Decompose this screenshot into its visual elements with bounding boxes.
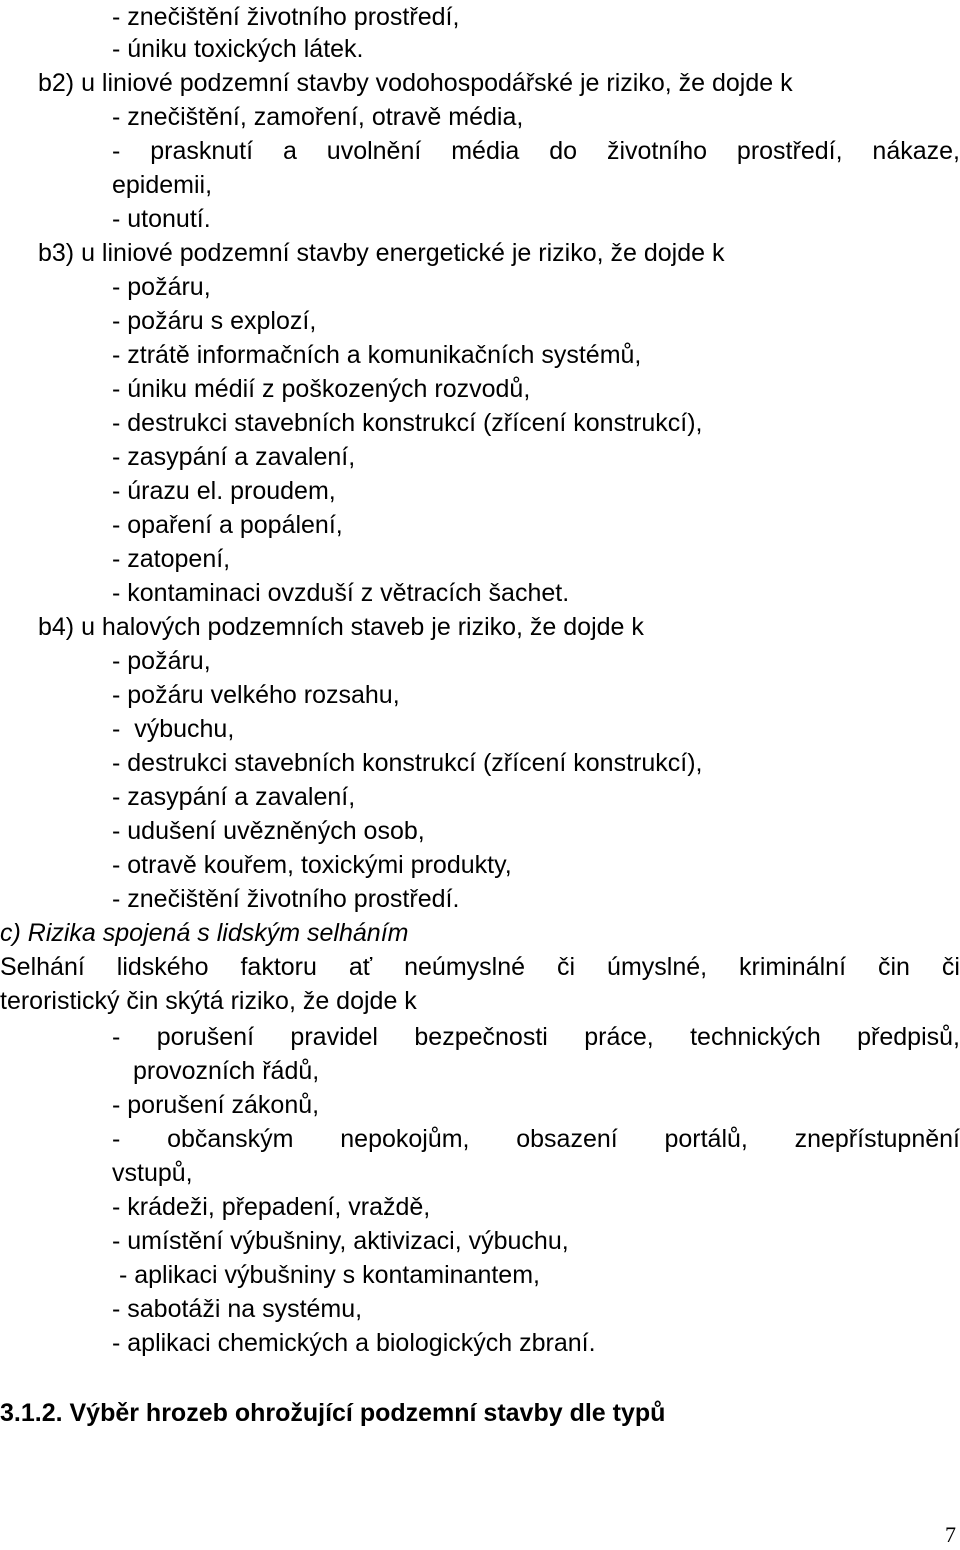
- list-item: - umístění výbušniny, aktivizaci, výbuchu,: [112, 1227, 569, 1255]
- list-item: - zatopení,: [112, 545, 231, 573]
- list-item: - opaření a popálení,: [112, 511, 343, 539]
- list-item: - utonutí.: [112, 205, 211, 233]
- paragraph-line: teroristický čin skýtá riziko, že dojde k: [0, 987, 417, 1015]
- list-item: - udušení uvězněných osob,: [112, 817, 425, 845]
- list-item-continuation: provozních řádů,: [133, 1057, 320, 1085]
- list-item-continuation: vstupů,: [112, 1159, 193, 1187]
- list-item: - úniku médií z poškozených rozvodů,: [112, 375, 531, 403]
- list-item: - výbuchu,: [112, 715, 235, 743]
- list-item: - zasypání a zavalení,: [112, 443, 356, 471]
- list-item: - kontaminaci ovzduší z větracích šachet.: [112, 579, 570, 607]
- list-item: - porušení pravidel bezpečnosti práce, technických předpisů,: [112, 1023, 960, 1051]
- list-item: - krádeži, přepadení, vraždě,: [112, 1193, 431, 1221]
- list-item: - občanským nepokojům, obsazení portálů, znepřístupnění: [112, 1125, 960, 1153]
- list-item: - úrazu el. proudem,: [112, 477, 336, 505]
- section-heading-italic: c) Rizika spojená s lidským selháním: [0, 919, 409, 947]
- list-item: - sabotáži na systému,: [112, 1295, 363, 1323]
- list-item: - úniku toxických látek.: [112, 35, 364, 63]
- list-item: - zasypání a zavalení,: [112, 783, 356, 811]
- list-item: - otravě kouřem, toxickými produkty,: [112, 851, 512, 879]
- list-item: - aplikaci výbušniny s kontaminantem,: [112, 1261, 540, 1289]
- paragraph-line: Selhání lidského faktoru ať neúmyslné či úmyslné, kriminální čin či: [0, 953, 960, 981]
- list-item: - destrukci stavebních konstrukcí (zřícení konstrukcí),: [112, 409, 703, 437]
- list-item: - požáru s explozí,: [112, 307, 317, 335]
- subsection-heading: b2) u liniové podzemní stavby vodohospodářské je riziko, že dojde k: [38, 69, 793, 97]
- list-item: - požáru,: [112, 647, 211, 675]
- list-item: - znečištění životního prostředí,: [112, 3, 460, 31]
- list-item: - ztrátě informačních a komunikačních systémů,: [112, 341, 642, 369]
- list-item: - znečištění životního prostředí.: [112, 885, 460, 913]
- subsection-heading: b4) u halových podzemních staveb je riziko, že dojde k: [38, 613, 644, 641]
- subsection-heading: b3) u liniové podzemní stavby energetické je riziko, že dojde k: [38, 239, 725, 267]
- chapter-heading: 3.1.2. Výběr hrozeb ohrožující podzemní stavby dle typů: [0, 1399, 666, 1427]
- list-item: - porušení zákonů,: [112, 1091, 320, 1119]
- list-item: - aplikaci chemických a biologických zbraní.: [112, 1329, 596, 1357]
- list-item: - požáru,: [112, 273, 211, 301]
- list-item: - destrukci stavebních konstrukcí (zřícení konstrukcí),: [112, 749, 703, 777]
- list-item: - požáru velkého rozsahu,: [112, 681, 400, 709]
- list-item: - znečištění, zamoření, otravě média,: [112, 103, 524, 131]
- list-item-continuation: epidemii,: [112, 171, 213, 199]
- list-item: - prasknutí a uvolnění média do životního prostředí, nákaze,: [112, 137, 960, 165]
- page-number: 7: [945, 1522, 956, 1547]
